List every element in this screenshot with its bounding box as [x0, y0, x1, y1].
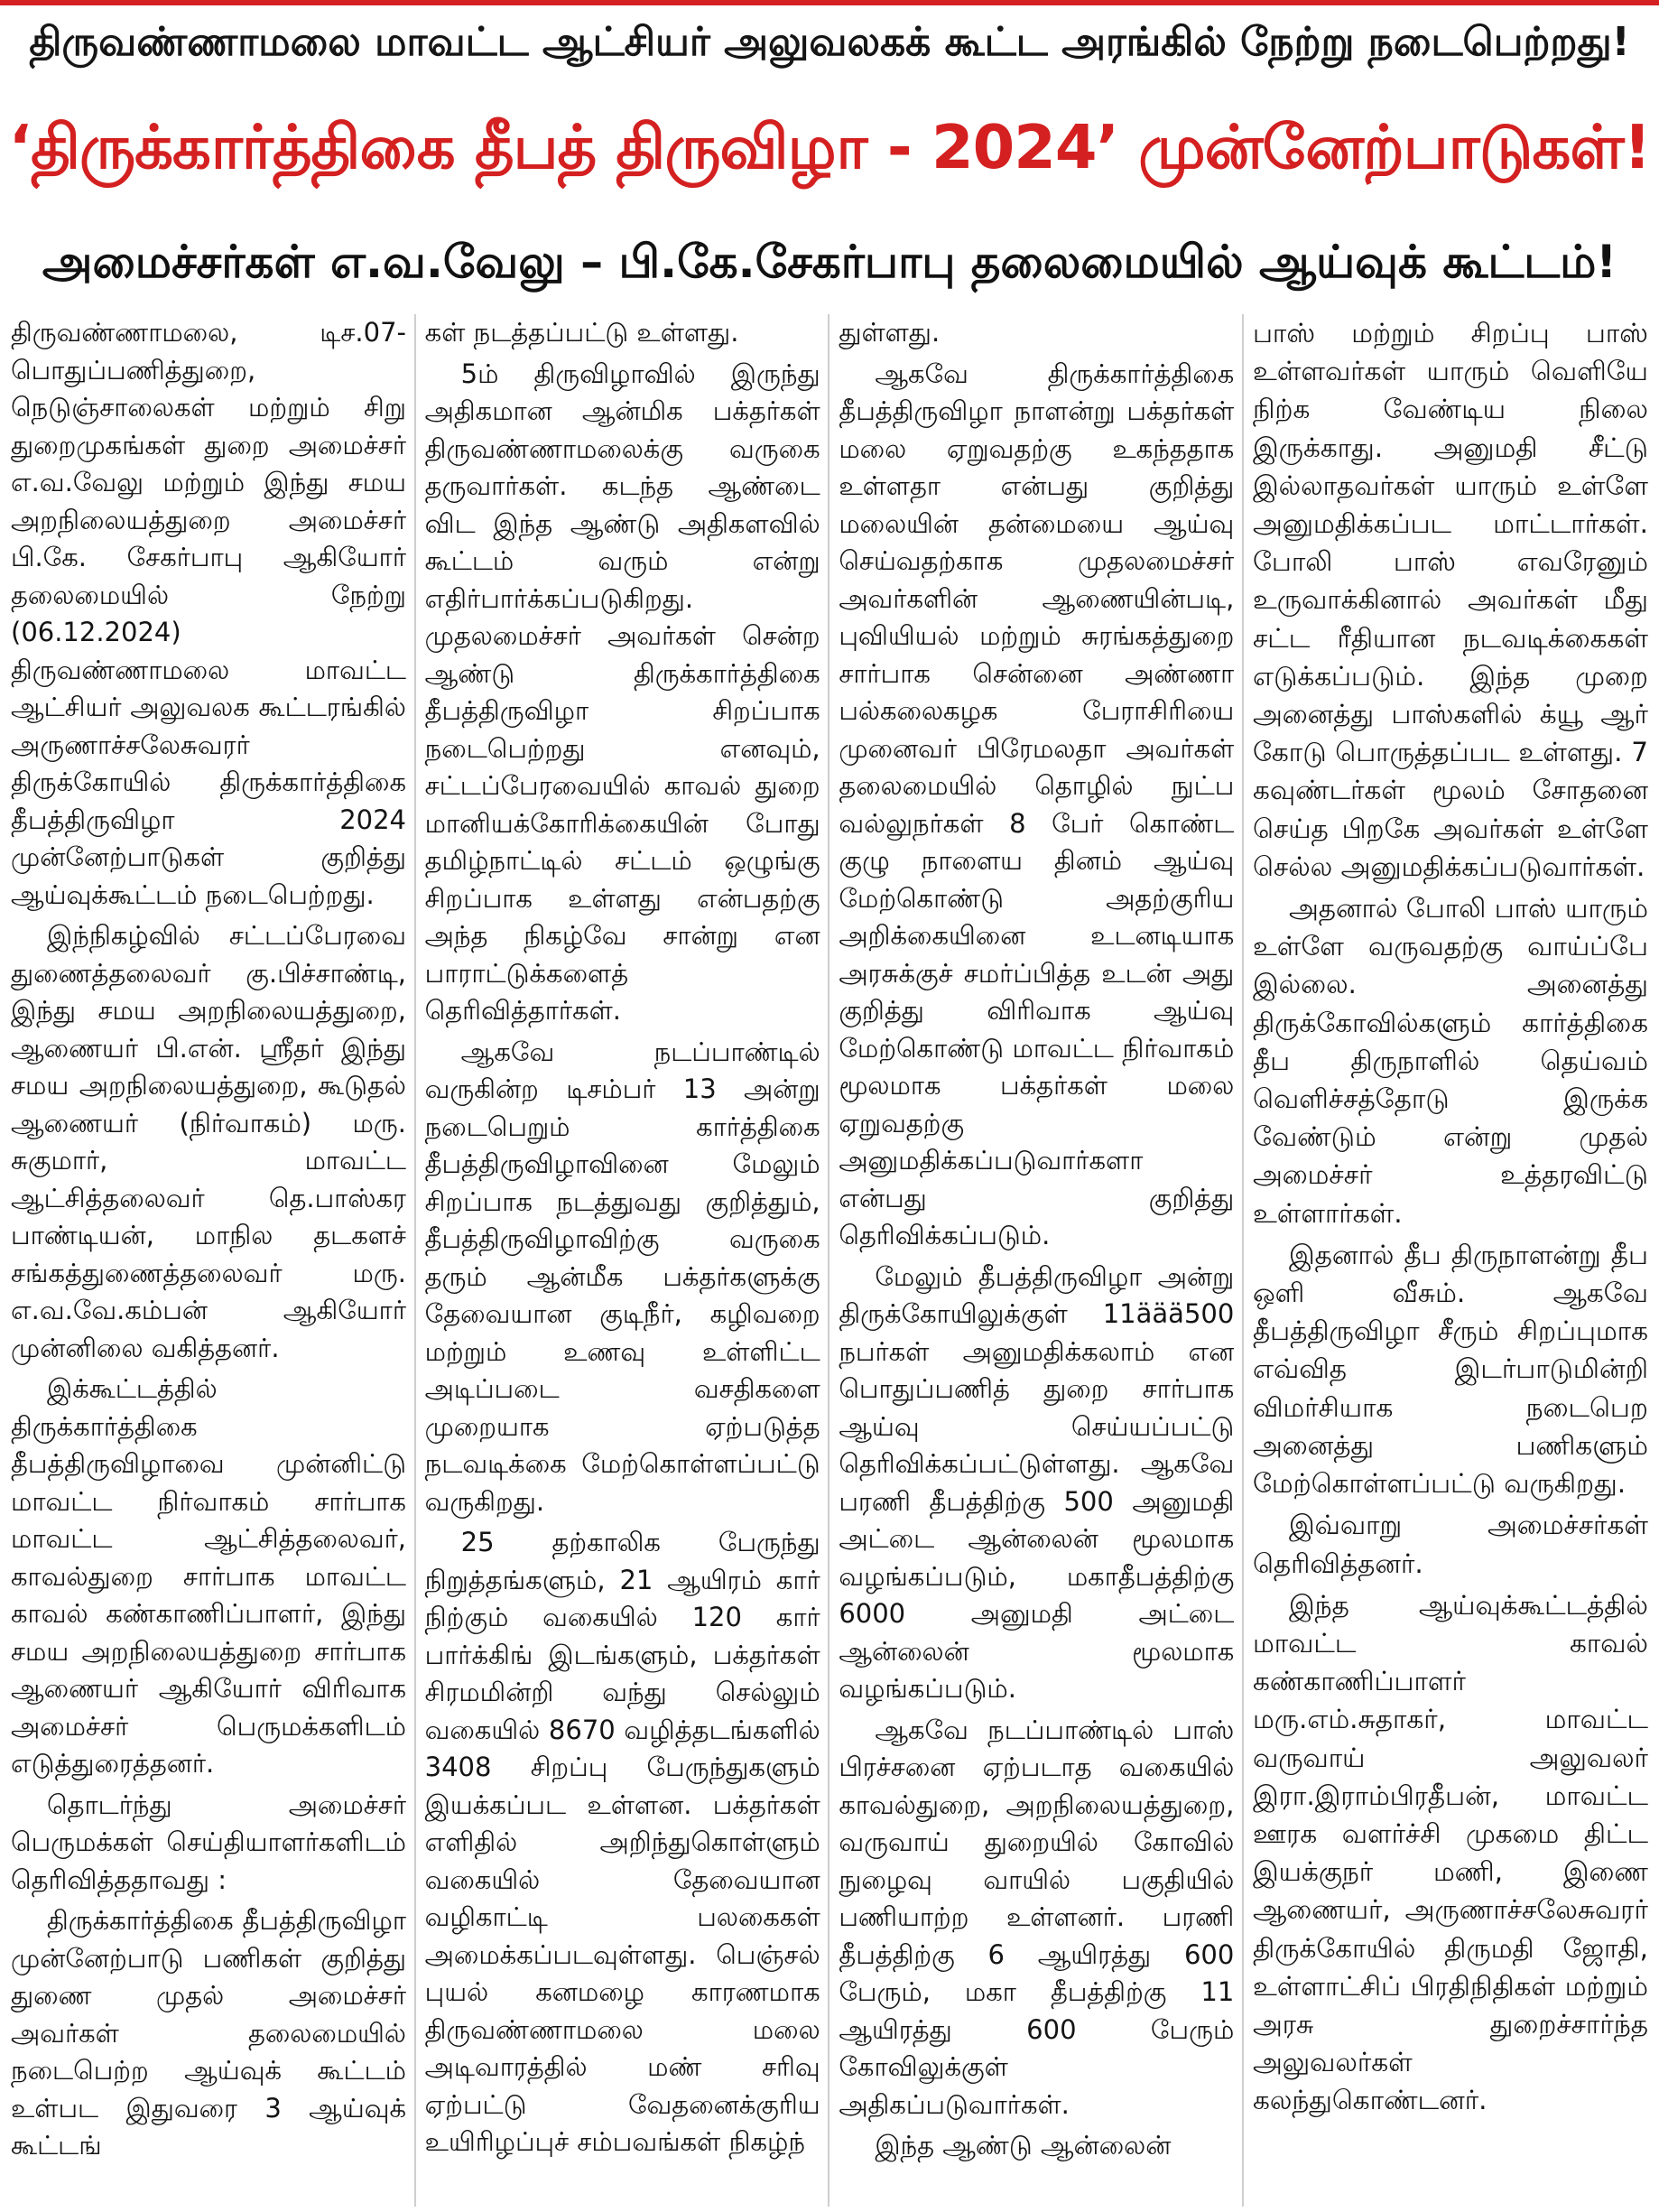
article-column-4 [1242, 314, 1648, 2207]
paragraph: இதனால் தீப திருநாளன்று தீப ஒளி வீசும். ஆகவே தீபத்திருவிழா சீரும் சிறப்புமாக எவ்வித இடர்பாடுமின்றி விமர்சியாக நடைபெற அனைத்து பணிகளும் மேற்கொள்ளப்பட்டு வருகிறது. [1252, 1239, 1648, 1500]
paragraph: திருக்கார்த்திகை தீபத்திருவிழா முன்னேற்பாடு பணிகள் குறித்து துணை முதல் அமைச்சர் அவர்கள் தலைமையில் நடைபெற்ற ஆய்வுக் கூட்டம் உள்பட இதுவரை 3 ஆய்வுக் கூட்டங் [11, 1905, 406, 2161]
paragraph: அதனால் போலி பாஸ் யாரும் உள்ளே வருவதற்கு வாய்ப்பே இல்லை. அனைத்து திருக்கோவில்களும் கார்த்திகை தீப திருநாளில் தெய்வம் வெளிச்சத்தோடு இருக்க வேண்டும் என்று முதல் அமைச்சர் உத்தரவிட்டு உள்ளார்கள். [1252, 893, 1648, 1229]
article-body [11, 314, 1648, 2207]
paragraph: இந்த ஆய்வுக்கூட்டத்தில் மாவட்ட காவல் கண்காணிப்பாளர் மரு.எம்.சுதாகர், மாவட்ட வருவாய் அலுவலர் இரா.இராம்பிரதீபன், மாவட்ட ஊரக வளர்ச்சி முகமை திட்ட இயக்குநர் மணி, இணை ஆணையர், அருணாச்சலேசுவரர் திருக்கோயில் திருமதி ஜோதி, உள்ளாட்சிப் பிரதிநிதிகள் மற்றும் அரசு துறைச்சார்ந்த அலுவலர்கள் கலந்துகொண்டனர். [1252, 1589, 1648, 2116]
paragraph: ஆகவே திருக்கார்த்திகை தீபத்திருவிழா நாளன்று பக்தர்கள் மலை ஏறுவதற்கு உகந்ததாக உள்ளதா என்பது குறித்து மலையின் தன்மையை ஆய்வு செய்வதற்காக முதலமைச்சர் அவர்களின் ஆணையின்படி, புவியியல் மற்றும் சுரங்கத்துறை சார்பாக சென்னை அண்ணா பல்கலைகழக பேராசிரியை முனைவர் பிரேமலதா அவர்கள் தலைமையில் தொழில் நுட்ப வல்லுநர்கள் 8 பேர் கொண்ட குழு நாளைய தினம் ஆய்வு மேற்கொண்டு அதற்குரிய அறிக்கையினை உடனடியாக அரசுக்குச் சமர்ப்பித்த உடன் அது குறித்து விரிவாக ஆய்வு மேற்கொண்டு மாவட்ட நிர்வாகம் மூலமாக பக்தர்கள் மலை ஏறுவதற்கு அனுமதிக்கப்படுவார்களா என்பது குறித்து தெரிவிக்கப்படும். [839, 358, 1235, 1250]
paragraph: திருவண்ணாமலை, டிச.07- பொதுப்பணித்துறை, நெடுஞ்சாலைகள் மற்றும் சிறு துறைமுகங்கள் துறை அமைச்சர் எ.வ.வேலு மற்றும் இந்து சமய அறநிலையத்துறை அமைச்சர் பி.கே. சேகர்பாபு ஆகியோர் தலைமையில் நேற்று (06.12.2024) திருவண்ணாமலை மாவட்ட ஆட்சியர் அலுவலக கூட்டரங்கில் அருணாச்சலேசுவரர் திருக்கோயில் திருக்கார்த்திகை தீபத்திருவிழா 2024 முன்னேற்பாடுகள் குறித்து ஆய்வுக்கூட்டம் நடைபெற்றது. [11, 317, 406, 910]
article-column-3 [828, 314, 1234, 2207]
article-column-2 [414, 314, 820, 2207]
paragraph: கள் நடத்தப்பட்டு உள்ளது. [424, 317, 739, 348]
paragraph: ஆகவே நடப்பாண்டில் வருகின்ற டிசம்பர் 13 அன்று நடைபெறும் கார்த்திகை தீபத்திருவிழாவினை மேலும் சிறப்பாக நடத்துவது குறித்தும், தீபத்திருவிழாவிற்கு வருகை தரும் ஆன்மீக பக்தர்களுக்கு தேவையான குடிநீர், கழிவறை மற்றும் உணவு உள்ளிட்ட அடிப்படை வசதிகளை முறையாக ஏற்படுத்த நடவடிக்கை மேற்கொள்ளப்பட்டு வருகிறது. [424, 1036, 820, 1517]
paragraph: இக்கூட்டத்தில் திருக்கார்த்திகை தீபத்திருவிழாவை முன்னிட்டு மாவட்ட நிர்வாகம் சார்பாக மாவட்ட ஆட்சித்தலைவர், காவல்துறை சார்பாக மாவட்ட காவல் கண்காணிப்பாளர், இந்து சமய அறநிலையத்துறை சார்பாக ஆணையர் ஆகியோர் விரிவாக அமைச்சர் பெருமக்களிடம் எடுத்துரைத்தனர். [11, 1373, 406, 1779]
paragraph: பாஸ் மற்றும் சிறப்பு பாஸ் உள்ளவர்கள் யாரும் வெளியே நிற்க வேண்டிய நிலை இருக்காது. அனுமதி சீட்டு இல்லாதவர்கள் யாரும் உள்ளே அனுமதிக்கப்பட மாட்டார்கள். போலி பாஸ் எவரேனும் உருவாக்கினால் அவர்கள் மீது சட்ட ரீதியான நடவடிக்கைகள் எடுக்கப்படும். இந்த முறை அனைத்து பாஸ்களில் க்யூ ஆர் கோடு பொருத்தப்பட உள்ளது. 7 கவுண்டர்கள் மூலம் சோதனை செய்த பிறகே அவர்கள் உள்ளே செல்ல அனுமதிக்கப்படுவார்கள். [1252, 318, 1648, 882]
kicker-line: திருவண்ணாமலை மாவட்ட ஆட்சியர் அலுவலகக் கூட்ட அரங்கில் நேற்று நடைபெற்றது! [29, 19, 1630, 65]
top-red-rule [0, 0, 1659, 5]
paragraph: ஆகவே நடப்பாண்டில் பாஸ் பிரச்சனை ஏற்படாத வகையில் காவல்துறை, அறநிலையத்துறை, வருவாய் துறையில் கோவில் நுழைவு வாயில் பகுதியில் பணியாற்ற உள்ளனர். பரணி தீபத்திற்கு 6 ஆயிரத்து 600 பேரும், மகா தீபத்திற்கு 11 ஆயிரத்து 600 பேரும் கோவிலுக்குள் அதிகப்படுவார்கள். [839, 1714, 1235, 2120]
paragraph: மேலும் தீபத்திருவிழா அன்று திருக்கோயிலுக்குள் 11äää500 நபர்கள் அனுமதிக்கலாம் என பொதுப்பணித் துறை சார்பாக ஆய்வு செய்யப்பட்டு தெரிவிக்கப்பட்டுள்ளது. ஆகவே பரணி தீபத்திற்கு 500 அனுமதி அட்டை ஆன்லைன் மூலமாக வழங்கப்படும், மகாதீபத்திற்கு 6000 அனுமதி அட்டை ஆன்லைன் மூலமாக வழங்கப்படும். [839, 1260, 1235, 1704]
paragraph: இந்நிகழ்வில் சட்டப்பேரவை துணைத்தலைவர் கு.பிச்சாண்டி, இந்து சமய அறநிலையத்துறை, ஆணையர் பி.என். ஸ்ரீதர் இந்து சமய அறநிலையத்துறை, கூடுதல் ஆணையர் (நிர்வாகம்) மரு. சுகுமார், மாவட்ட ஆட்சித்தலைவர் தெ.பாஸ்கர பாண்டியன், மாநில தடகளச் சங்கத்துணைத்தலைவர் மரு. எ.வ.வே.கம்பன் ஆகியோர் முன்னிலை வகித்தனர். [11, 920, 406, 1363]
paragraph: 25 தற்காலிக பேருந்து நிறுத்தங்களும், 21 ஆயிரம் கார் நிற்கும் வகையில் 120 கார் பார்க்கிங் இடங்களும், பக்தர்கள் சிரமமின்றி வந்து செல்லும் வகையில் 8670 வழித்தடங்களில் 3408 சிறப்பு பேருந்துகளும் இயக்கப்பட உள்ளன. பக்தர்கள் எளிதில் அறிந்துகொள்ளும் வகையில் தேவையான வழிகாட்டி பலகைகள் அமைக்கப்படவுள்ளது. பெஞ்சல் புயல் கனமழை காரணமாக திருவண்ணாமலை மலை அடிவாரத்தில் மண் சரிவு ஏற்பட்டு வேதனைக்குரிய உயிரிழப்புச் சம்பவங்கள் நிகழ்ந் [424, 1527, 820, 2157]
paragraph: தொடர்ந்து அமைச்சர் பெருமக்கள் செய்தியாளர்களிடம் தெரிவித்ததாவது : [11, 1789, 406, 1895]
paragraph: துள்ளது. [839, 317, 941, 348]
paragraph: இந்த ஆண்டு ஆன்லைன் [875, 2130, 1172, 2161]
article-column-1 [11, 314, 406, 2207]
sub-headline: அமைச்சர்கள் எ.வ.வேலு – பி.கே.சேகர்பாபு தலைமையில் ஆய்வுக் கூட்டம்! [42, 236, 1617, 288]
main-headline: ‘திருக்கார்த்திகை தீபத் திருவிழா - 2024’ முன்னேற்பாடுகள்! [8, 112, 1651, 182]
paragraph: 5ம் திருவிழாவில் இருந்து அதிகமான ஆன்மிக பக்தர்கள் திருவண்ணாமலைக்கு வருகை தருவார்கள். கடந்த ஆண்டை விட இந்த ஆண்டு அதிகளவில் கூட்டம் வரும் என்று எதிர்பார்க்கப்படுகிறது. முதலமைச்சர் அவர்கள் சென்ற ஆண்டு திருக்கார்த்திகை தீபத்திருவிழா சிறப்பாக நடைபெற்றது எனவும், சட்டப்பேரவையில் காவல் துறை மானியக்கோரிக்கையின் போது தமிழ்நாட்டில் சட்டம் ஒழுங்கு சிறப்பாக உள்ளது என்பதற்கு அந்த நிகழ்வே சான்று என பாராட்டுக்களைத் தெரிவித்தார்கள். [424, 358, 820, 1026]
paragraph: இவ்வாறு அமைச்சர்கள் தெரிவித்தனர். [1252, 1510, 1648, 1579]
